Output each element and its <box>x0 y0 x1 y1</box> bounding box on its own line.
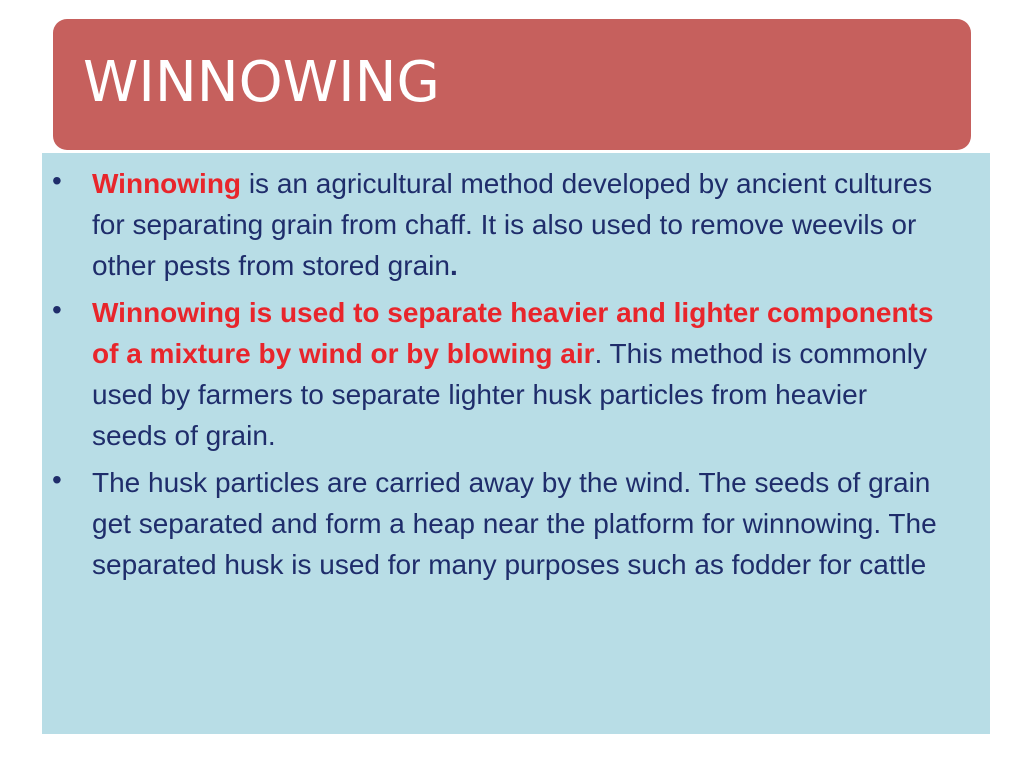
title-bar <box>53 19 971 150</box>
bullet-1-text: is an agricultural method developed by ancient cultures for separating grain from chaff. It is also used to remove weevils or other pests from stored grain <box>92 168 933 281</box>
slide-title: WINNOWING <box>83 50 440 115</box>
bullet-icon: • <box>52 294 62 325</box>
bullet-icon: • <box>52 464 62 495</box>
bullet-icon: • <box>52 165 62 196</box>
bullet-3-text: The husk particles are carried away by the wind. The seeds of grain get separated and form a heap near the platform for winnowing. The separated husk is used for many purposes such as fodder for cattle <box>92 467 937 580</box>
bullet-item-1 <box>42 163 942 286</box>
bullet-2-text: . This method is commonly used by farmers to separate lighter husk particles from heavier seeds of grain. <box>92 338 927 451</box>
bullet-item-2 <box>42 292 942 456</box>
bullet-2-highlight: Winnowing is used to separate heavier and lighter components of a mixture by wind or by blowing air <box>92 297 934 369</box>
content-box <box>42 153 990 734</box>
bullet-1-end: . <box>449 250 458 281</box>
bullet-item-3 <box>42 462 942 585</box>
bullet-list <box>42 163 942 591</box>
bullet-1-highlight: Winnowing <box>92 168 242 199</box>
